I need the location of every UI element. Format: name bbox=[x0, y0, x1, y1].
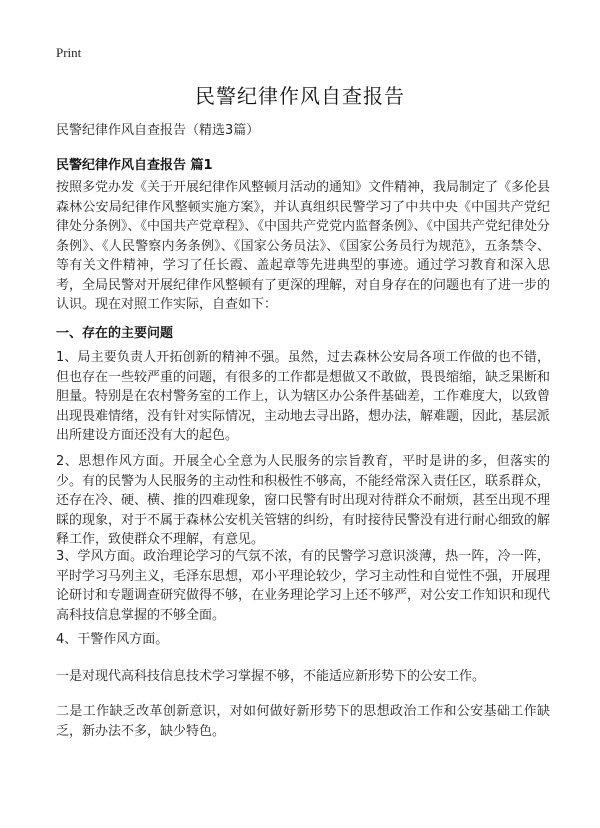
paragraph-item-1: 1、局主要负责人开拓创新的精神不强。虽然，过去森林公安局各项工作做的也不错，但也存在一些较严重的问题，有很多的工作都是想做又不敢做，畏畏缩缩，缺乏果断和胆量。特别是在农村警务室的工作上，认为辖区办公条件基础差，工作难度大，以致曾出现畏难情绪，没有针对实际情况，主动地去寻出路，想办法，解难题，因此，基层派出所建设方面还没有大的起色。 bbox=[56, 350, 551, 443]
paragraph-item-5: 一是对现代高科技信息技术学习掌握不够，不能适应新形势下的公安工作。 bbox=[56, 669, 486, 684]
print-link[interactable]: Print bbox=[56, 45, 82, 60]
section-heading-problems: 一、存在的主要问题 bbox=[56, 326, 174, 341]
paragraph-item-2: 2、思想作风方面。开展全心全意为人民服务的宗旨教育，平时是讲的多，但落实的少。有的民警为人民服务的主动性和积极性不够高，不能经常深入责任区，联系群众，还存在冷、硬、横、推的四难现象，窗口民警有时出现对待群众不耐烦，甚至出现不理睬的现象，对于不属于森林公安机关管辖的纠纷，有时接待民警没有进行耐心细致的解释工作，致使群众不理解，有意见。 bbox=[56, 454, 551, 547]
page-title: 民警纪律作风自查报告 bbox=[195, 84, 405, 108]
intro-paragraph: 按照多党办发《关于开展纪律作风整顿月活动的通知》文件精神，我局制定了《多伦县森林公安局纪律作风整顿实施方案》，并认真组织民警学习了中共中央《中国共产党纪律处分条例》、《中国共产党章程》、《中国共产党党内监督条例》、《中国共产党纪律处分条例》、《人民警察内务条例》、《国家公务员法》、《国家公务员行为规范》，五条禁令、等有关文件精神，学习了任长霞、盖起章等先进典型的事迹。通过学习教育和深入思考，全局民警对开展纪律作风整顿有了更深的理解，对自身存在的问题也有了进一步的认识。现在对照工作实际，自查如下： bbox=[56, 180, 551, 312]
document-subtitle: 民警纪律作风自查报告（精选3篇） bbox=[56, 123, 260, 138]
part-heading: 民警纪律作风自查报告 篇1 bbox=[56, 158, 213, 173]
paragraph-item-4: 4、干警作风方面。 bbox=[56, 632, 169, 647]
paragraph-item-3: 3、学风方面。政治理论学习的气氛不浓，有的民警学习意识淡薄，热一阵，冷一阵，平时学习马列主义，毛泽东思想，邓小平理论较少，学习主动性和自觉性不强，开展理论研讨和专题调查研究做得不够，在业务理论学习上还不够严，对公安工作知识和现代高科技信息掌握的不够全面。 bbox=[56, 549, 551, 623]
paragraph-item-6: 二是工作缺乏改革创新意识，对如何做好新形势下的思想政治工作和公安基础工作缺乏，新办法不多，缺少特色。 bbox=[56, 704, 550, 739]
